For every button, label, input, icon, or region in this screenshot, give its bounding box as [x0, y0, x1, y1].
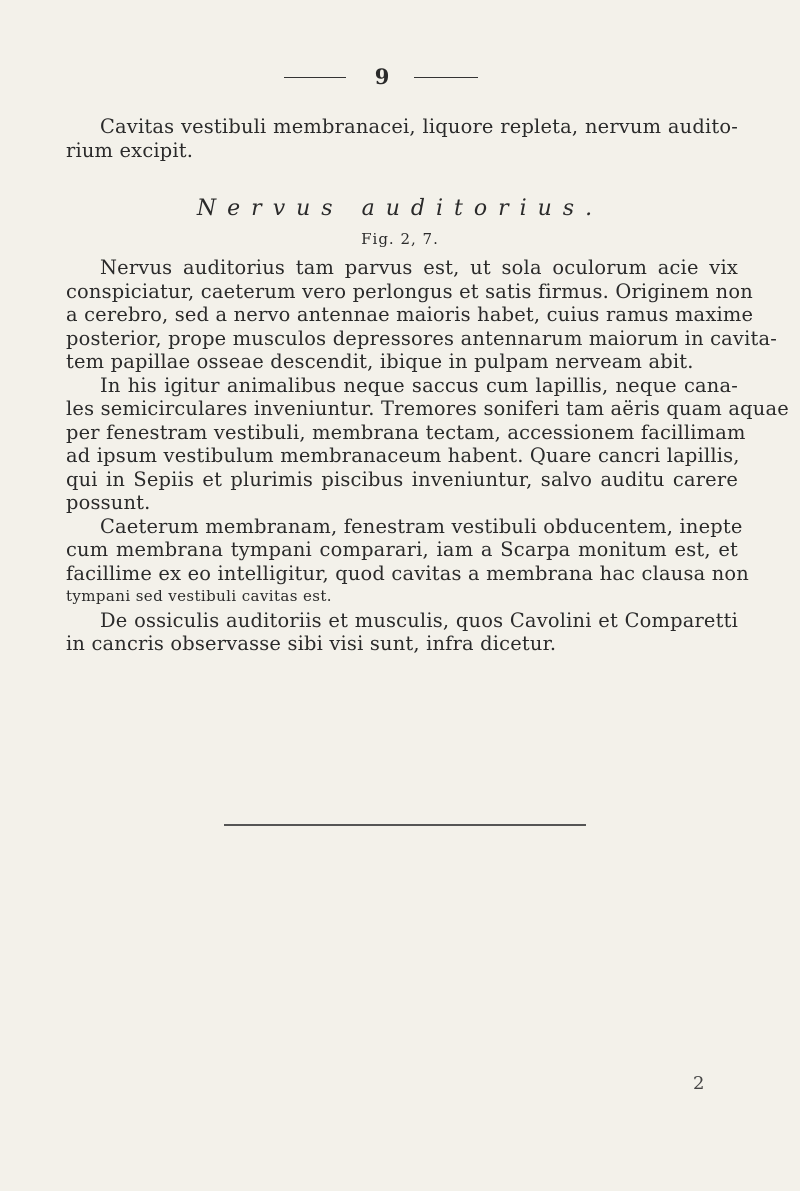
- text-line: In his igitur animalibus neque saccus cum lapillis, neque cana-: [100, 373, 738, 397]
- text-line: tympani sed vestibuli cavitas est.: [66, 587, 332, 605]
- text-line: rium excipit.: [66, 138, 194, 162]
- intro-paragraph: [66, 115, 738, 162]
- signature-mark: 2: [693, 1073, 705, 1094]
- main-body: [66, 256, 789, 656]
- text-line: ad ipsum vestibulum membranaceum habent. Quare cancri lapillis,: [66, 444, 740, 467]
- text-line: facillime ex eo intelligitur, quod cavitas a membrana hac clausa non: [66, 561, 749, 585]
- header-rule-right: [414, 77, 478, 78]
- text-line: qui in Sepiis et plurimis piscibus inveniuntur, salvo auditu carere: [66, 467, 738, 491]
- text-line: in cancris observasse sibi visi sunt, infra dicetur.: [66, 632, 557, 655]
- text-line: les semicirculares inveniuntur. Tremores soniferi tam aëris quam aquae: [66, 397, 789, 420]
- text-line: a cerebro, sed a nervo antennae maioris habet, cuius ramus maxime: [66, 303, 754, 326]
- text-line: possunt.: [66, 491, 151, 514]
- text-line: per fenestram vestibuli, membrana tectam, accessionem facillimam: [66, 420, 746, 444]
- text-line: tem papillae osseae descendit, ibique in pulpam nerveam abit.: [66, 350, 694, 373]
- text-line: Cavitas vestibuli membranacei, liquore repleta, nervum audito-: [100, 115, 738, 138]
- text-line: cum membrana tympani comparari, iam a Scarpa monitum est, et: [66, 538, 738, 561]
- section-title: Nervus auditorius.: [196, 196, 604, 221]
- header-rule-left: [284, 77, 346, 78]
- page-number: 9: [374, 64, 390, 89]
- text-line: conspiciatur, caeterum vero perlongus et satis firmus. Originem non: [66, 279, 753, 303]
- page-header: [0, 66, 800, 90]
- text-line: posterior, prope musculos depressores antennarum maiorum in cavita-: [66, 326, 777, 350]
- text-line: De ossiculis auditoriis et musculis, quos Cavolini et Comparetti: [100, 608, 738, 632]
- bottom-rule: [224, 824, 586, 826]
- text-line: Nervus auditorius tam parvus est, ut sola oculorum acie vix: [100, 256, 738, 279]
- figure-reference: Fig. 2, 7.: [361, 230, 439, 248]
- text-line: Caeterum membranam, fenestram vestibuli obducentem, inepte: [100, 514, 743, 538]
